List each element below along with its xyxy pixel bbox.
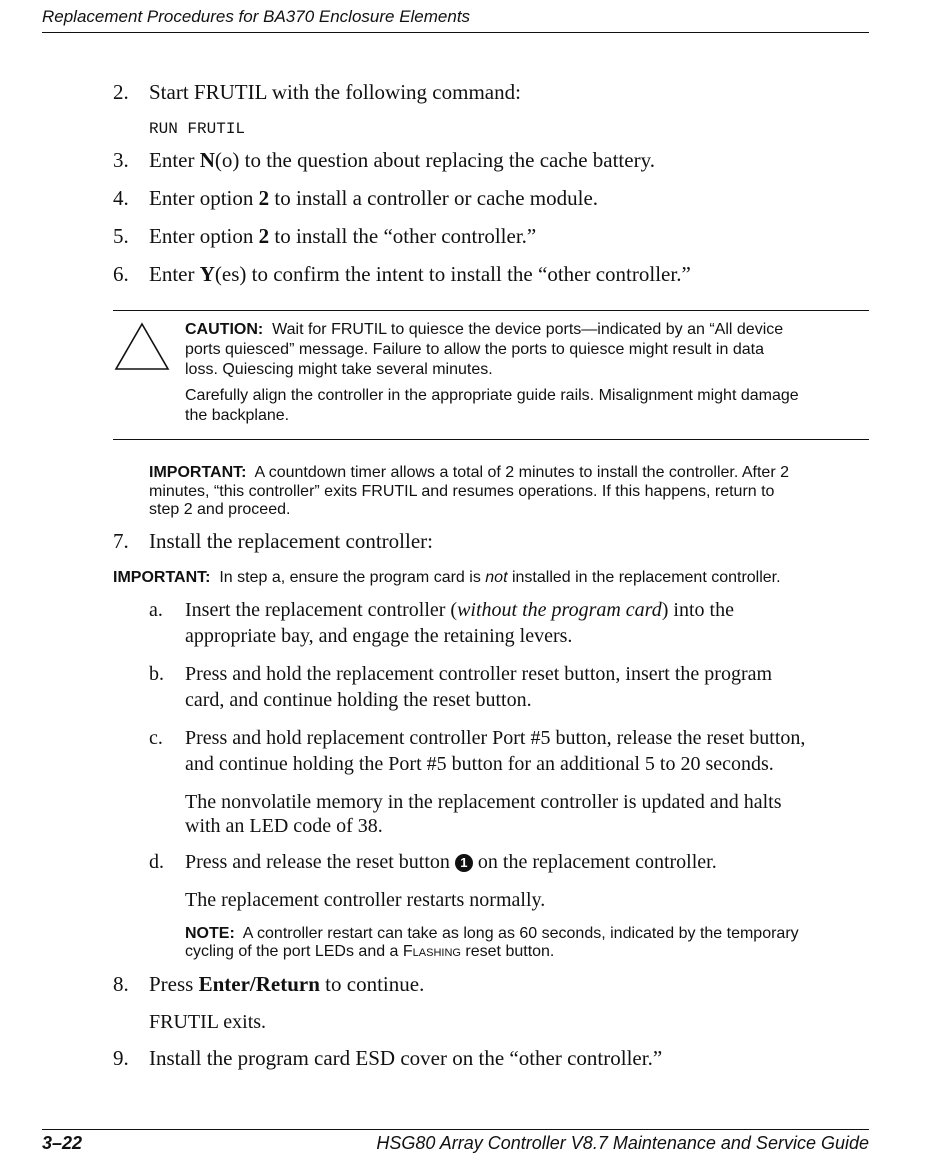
caution-line-5: the backplane. [185,407,290,424]
step-5-text: Enter option 2 to install the “other controller.” [149,224,537,248]
substep-c-para-2: with an LED code of 38. [185,815,383,837]
step-5-number: 5. [113,224,129,248]
step-8-result: FRUTIL exits. [149,1011,267,1033]
substep-a-line-2: appropriate bay, and engage the retaining levers. [185,625,573,647]
note-line-1: NOTE: A controller restart can take as long as 60 seconds, indicated by the temporary [185,925,799,942]
step-2-number: 2. [113,80,129,104]
important-2: IMPORTANT: In step a, ensure the program card is not installed in the replacement controller. [113,569,781,586]
substep-a-letter: a. [149,599,163,621]
caution-line-1: CAUTION: Wait for FRUTIL to quiesce the device ports—indicated by an “All device [185,321,784,338]
substep-d-para: The replacement controller restarts normally. [185,889,546,911]
footer-rule [42,1129,869,1130]
step-4-number: 4. [113,186,129,210]
step-2-command: RUN FRUTIL [149,120,246,138]
substep-b-line-1: Press and hold the replacement controller reset button, insert the program [185,663,773,685]
caution-bottom-rule [113,439,869,440]
substep-c-line-2: and continue holding the Port #5 button for an additional 5 to 20 seconds. [185,753,774,775]
header-rule [42,32,869,33]
caution-top-rule [113,310,869,311]
step-2-text: Start FRUTIL with the following command: [149,80,521,104]
substep-b-letter: b. [149,663,164,685]
important-1-line-2: minutes, “this controller” exits FRUTIL and resumes operations. If this happens, return to [149,483,775,500]
page-number: 3–22 [42,1133,83,1153]
footer-title: HSG80 Array Controller V8.7 Maintenance and Service Guide [376,1133,869,1153]
step-3-text: Enter N(o) to the question about replacing the cache battery. [149,148,655,172]
step-6-number: 6. [113,262,129,286]
step-8-text: Press Enter/Return to continue. [149,972,425,996]
step-9-text: Install the program card ESD cover on the “other controller.” [149,1046,663,1070]
step-4-text: Enter option 2 to install a controller or cache module. [149,186,599,210]
step-6-text: Enter Y(es) to confirm the intent to install the “other controller.” [149,262,691,286]
substep-c-line-1: Press and hold replacement controller Port #5 button, release the reset button, [185,727,806,749]
running-header: Replacement Procedures for BA370 Enclosure Elements [42,7,471,26]
substep-b-line-2: card, and continue holding the reset button. [185,689,532,711]
step-7-number: 7. [113,529,129,553]
callout-1-icon: 1 [455,854,473,872]
caution-line-3: loss. Quiescing might take several minutes. [185,361,493,378]
step-9-number: 9. [113,1046,129,1070]
substep-c-para-1: The nonvolatile memory in the replacement controller is updated and halts [185,791,782,813]
note-line-2: cycling of the port LEDs and a Flashing reset button. [185,943,555,960]
caution-line-4: Carefully align the controller in the appropriate guide rails. Misalignment might damage [185,387,799,404]
important-1-line-3: step 2 and proceed. [149,501,291,518]
step-7-text: Install the replacement controller: [149,529,433,553]
caution-line-2: ports quiesced” message. Failure to allow the ports to quiesce might result in data [185,341,764,358]
substep-a-line-1: Insert the replacement controller (without the program card) into the [185,599,734,621]
step-8-number: 8. [113,972,129,996]
step-3-number: 3. [113,148,129,172]
substep-d-letter: d. [149,851,164,873]
caution-triangle-icon [114,322,170,372]
substep-c-letter: c. [149,727,163,749]
substep-d-line-1: Press and release the reset button 1 on the replacement controller. [185,851,717,873]
important-1-line-1: IMPORTANT: A countdown timer allows a total of 2 minutes to install the controller. After 2 [149,464,789,481]
